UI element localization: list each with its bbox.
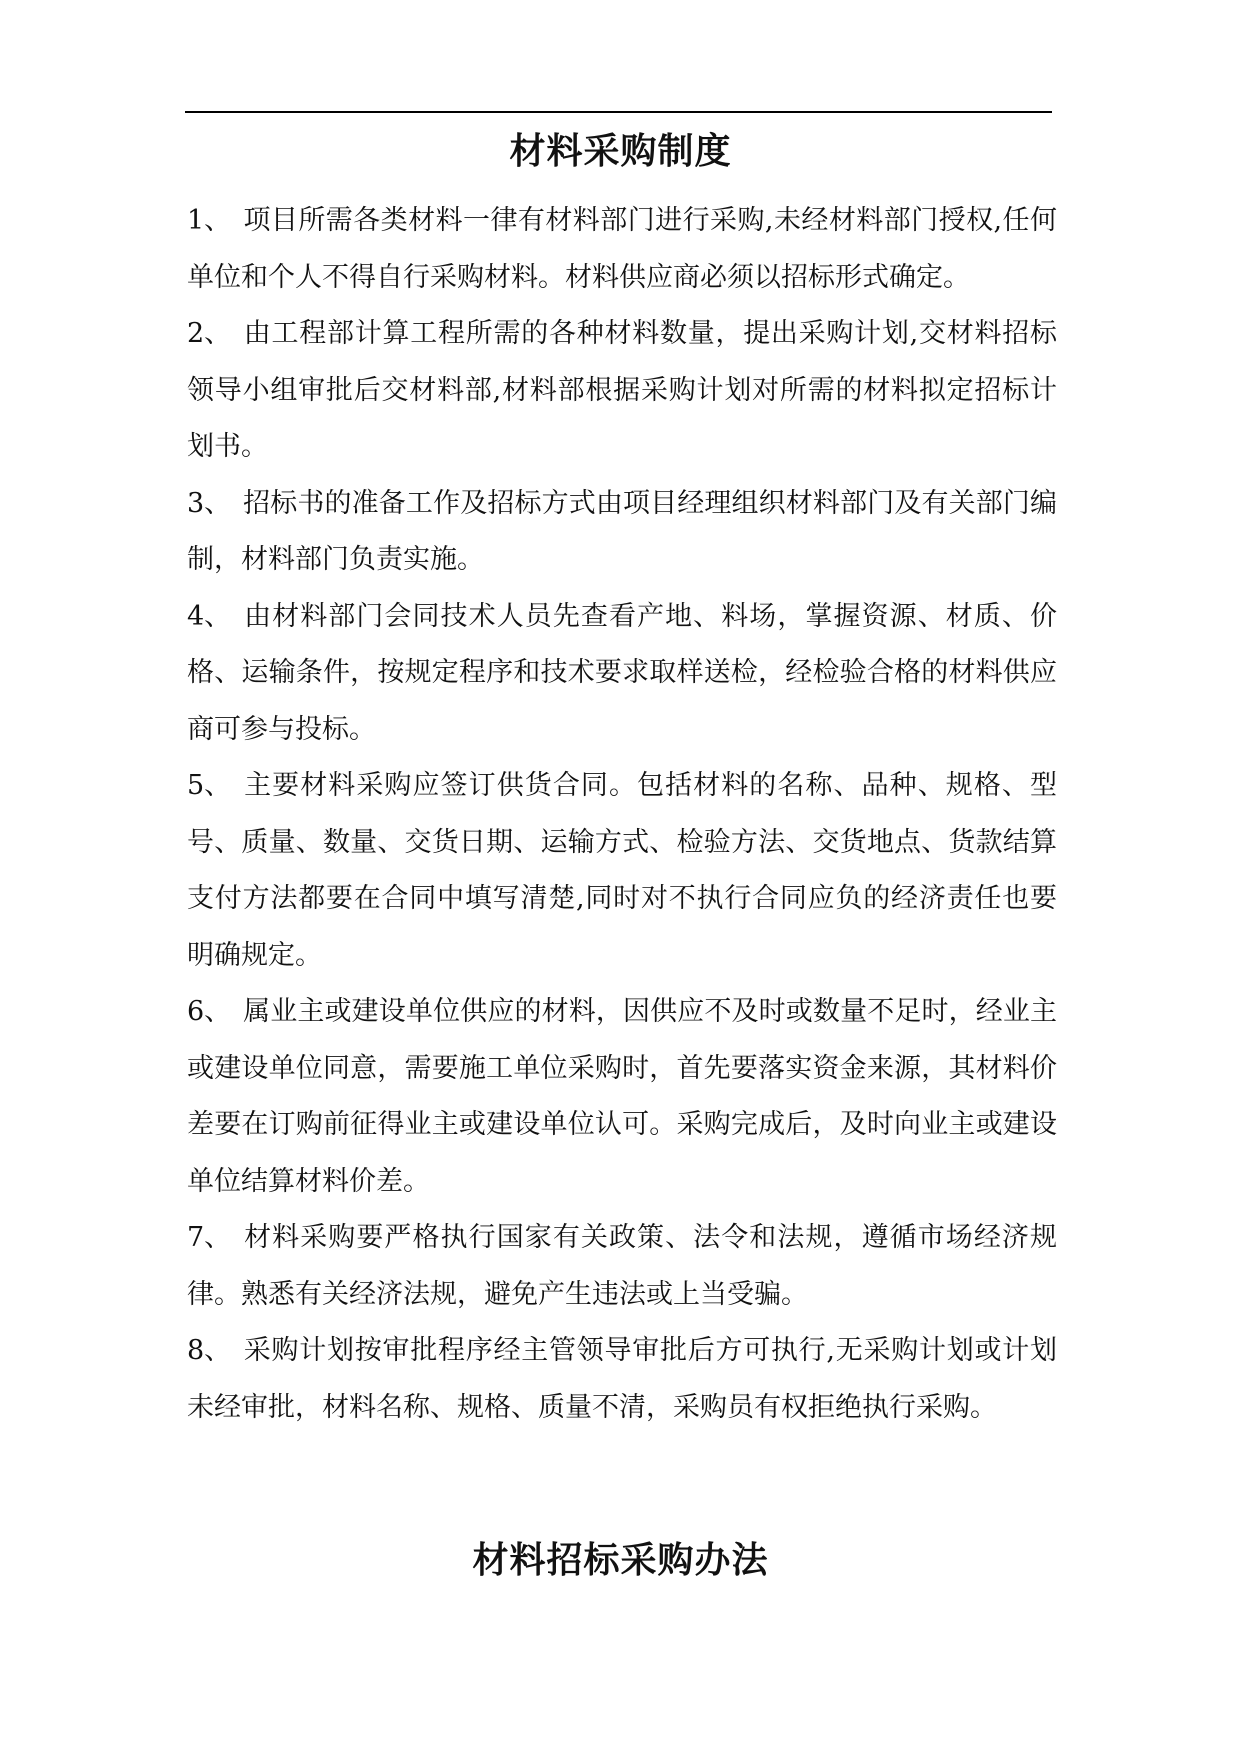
- item-number: 6、: [187, 996, 232, 1027]
- item-number: 5、: [187, 770, 232, 801]
- section-title: 材料招标采购办法: [472, 1539, 769, 1581]
- item-text: 由材料部门会同技术人员先查看产地、料场，掌握资源、材质、价格、运输条件，按规定程序和技术要求取样送检，经检验合格的材料供应商可参与投标。: [187, 600, 1057, 745]
- item-number: 4、: [187, 600, 232, 632]
- document-title: 材料采购制度: [509, 130, 732, 172]
- item-number: 8、: [187, 1335, 232, 1366]
- regulation-item-4: [187, 589, 1057, 759]
- item-number: 2、: [187, 318, 232, 349]
- item-number: 3、: [187, 487, 232, 519]
- regulation-item-1: [187, 193, 1057, 306]
- item-number: 1、: [187, 205, 232, 236]
- item-text: 由工程部计算工程所需的各种材料数量，提出采购计划,交材料招标领导小组审批后交材料部,材料部根据采购计划对所需的材料拟定招标计划书。: [187, 318, 1057, 462]
- regulation-item-6: [187, 984, 1057, 1210]
- regulation-item-2: [187, 306, 1057, 476]
- header-rule: [185, 111, 1052, 113]
- item-text: 主要材料采购应签订供货合同。包括材料的名称、品种、规格、型号、质量、数量、交货日期、运输方式、检验方法、交货地点、货款结算支付方法都要在合同中填写清楚,同时对不执行合同应负的经济责任也要明确规定。: [187, 770, 1057, 971]
- regulation-item-5: [187, 758, 1057, 984]
- regulation-item-3: [187, 476, 1057, 589]
- item-text: 属业主或建设单位供应的材料，因供应不及时或数量不足时，经业主或建设单位同意，需要施工单位采购时，首先要落实资金来源，其材料价差要在订购前征得业主或建设单位认可。采购完成后，及时向业主或建设单位结算材料价差。: [187, 996, 1057, 1197]
- item-text: 招标书的准备工作及招标方式由项目经理组织材料部门及有关部门编制，材料部门负责实施。: [187, 487, 1057, 575]
- regulation-item-8: [187, 1323, 1057, 1436]
- item-text: 项目所需各类材料一律有材料部门进行采购,未经材料部门授权,任何单位和个人不得自行采购材料。材料供应商必须以招标形式确定。: [187, 205, 1057, 293]
- item-text: 采购计划按审批程序经主管领导审批后方可执行,无采购计划或计划未经审批，材料名称、规格、质量不清，采购员有权拒绝执行采购。: [187, 1335, 1057, 1423]
- regulation-list: [187, 193, 1057, 1436]
- item-number: 7、: [187, 1222, 232, 1253]
- item-text: 材料采购要严格执行国家有关政策、法令和法规，遵循市场经济规律。熟悉有关经济法规，避免产生违法或上当受骗。: [187, 1222, 1057, 1310]
- regulation-item-7: [187, 1210, 1057, 1323]
